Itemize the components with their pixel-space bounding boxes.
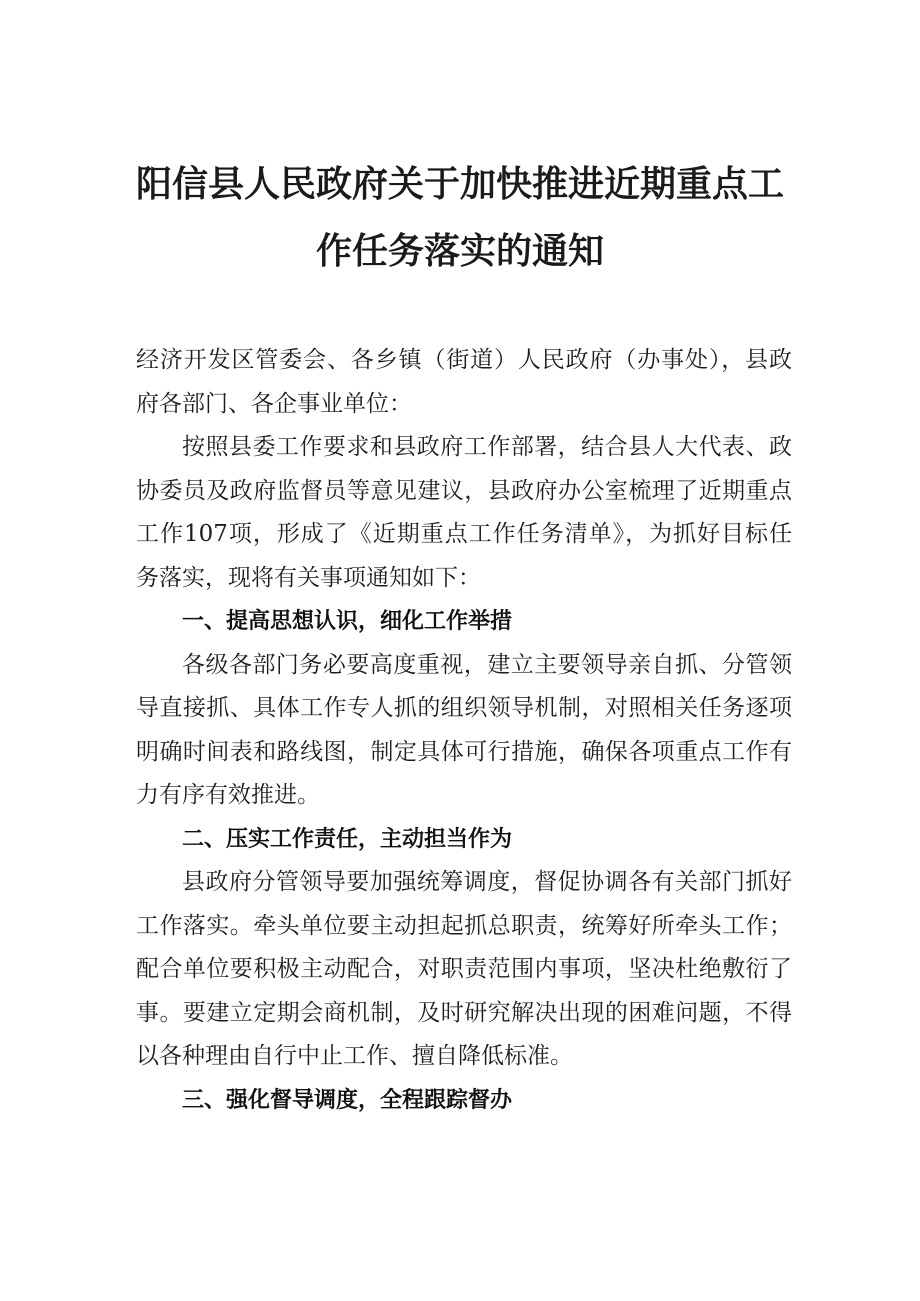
section-1-line: 各级各部门务必要高度重视，建立主要领导亲自抓、分管领 bbox=[182, 651, 792, 678]
section-heading-2: 二、压实工作责任，主动担当作为 bbox=[182, 826, 513, 852]
section-1-line: 力有序有效推进。 bbox=[136, 782, 320, 808]
section-2-line: 县政府分管领导要加强统筹调度，督促协调各有关部门抓好 bbox=[182, 869, 792, 895]
section-1-paragraph bbox=[136, 644, 792, 818]
section-2-line: 以各种理由自行中止工作、擅自降低标准。 bbox=[136, 1043, 573, 1069]
intro-line: 工作107项，形成了《近期重点工作任务清单》，为抓好目标任 bbox=[136, 521, 792, 547]
section-2-line: 配合单位要积极主动配合，对职责范围内事项，坚决杜绝敷衍了 bbox=[136, 956, 792, 982]
intro-paragraph bbox=[136, 426, 792, 600]
addressee-paragraph bbox=[136, 339, 792, 426]
intro-line: 协委员及政府监督员等意见建议，县政府办公室梳理了近期重点 bbox=[136, 477, 792, 504]
document-body bbox=[136, 339, 792, 1122]
section-heading-3: 三、强化督导调度，全程跟踪督办 bbox=[182, 1087, 513, 1113]
document-title-line-2: 作任务落实的通知 bbox=[315, 231, 604, 272]
section-1-line: 导直接抓、具体工作专人抓的组织领导机制，对照相关任务逐项 bbox=[136, 695, 792, 721]
intro-line: 按照县委工作要求和县政府工作部署，结合县人大代表、政 bbox=[182, 434, 792, 460]
document-title-line-1: 阳信县人民政府关于加快推进近期重点工 bbox=[135, 164, 784, 205]
section-1-line: 明确时间表和路线图，制定具体可行措施，确保各项重点工作有 bbox=[136, 738, 792, 765]
addressee-line: 府各部门、各企事业单位： bbox=[136, 390, 412, 417]
section-heading-1: 一、提高思想认识，细化工作举措 bbox=[182, 609, 513, 634]
section-2-line: 事。要建立定期会商机制，及时研究解决出现的困难问题，不得 bbox=[136, 999, 792, 1026]
intro-line: 务落实，现将有关事项通知如下： bbox=[136, 564, 481, 591]
section-2-paragraph bbox=[136, 861, 792, 1079]
section-2-line: 工作落实。牵头单位要主动担起抓总职责，统筹好所牵头工作； bbox=[136, 912, 792, 939]
addressee-line: 经济开发区管委会、各乡镇（街道）人民政府（办事处），县政 bbox=[136, 347, 792, 373]
